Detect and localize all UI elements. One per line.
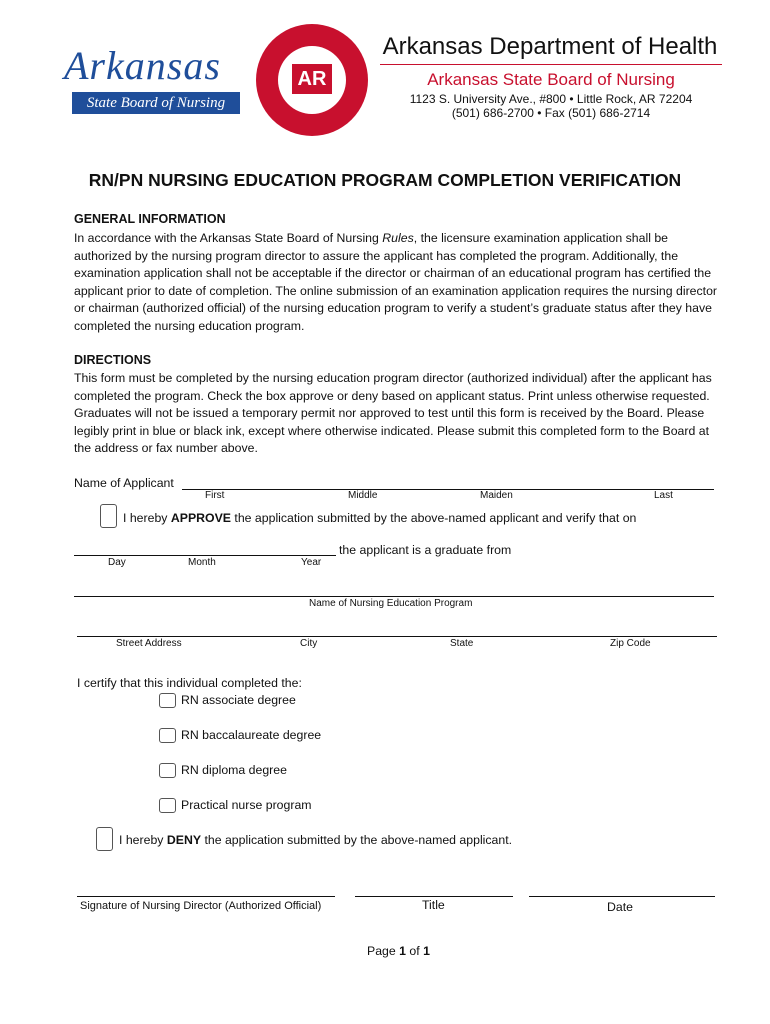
state-label: State <box>450 638 474 649</box>
middle-label: Middle <box>348 490 378 501</box>
month-label: Month <box>188 557 216 568</box>
signature-label: Signature of Nursing Director (Authorized Official) <box>80 900 322 912</box>
board-name: Arkansas State Board of Nursing <box>427 70 675 89</box>
city-label: City <box>300 638 318 649</box>
org-name: Arkansas Department of Health <box>382 33 718 60</box>
arkansas-board-logo <box>64 44 242 118</box>
rn-associate-checkbox[interactable] <box>159 693 176 708</box>
certify-label: I certify that this individual completed the: <box>77 676 302 690</box>
logo-subtitle: State Board of Nursing <box>72 92 240 114</box>
maiden-label: Maiden <box>480 490 513 501</box>
applicant-name-line[interactable] <box>182 489 714 490</box>
first-label: First <box>205 490 225 501</box>
rn-associate-label: RN associate degree <box>181 693 296 707</box>
last-label: Last <box>654 490 673 501</box>
header-divider <box>380 64 722 65</box>
applicant-label: Name of Applicant <box>74 476 174 490</box>
seal-ar-mark: AR <box>292 64 332 94</box>
title-line[interactable] <box>355 896 513 897</box>
rn-baccalaureate-label: RN baccalaureate degree <box>181 728 322 742</box>
practical-nurse-checkbox[interactable] <box>159 798 176 813</box>
title-label: Title <box>422 898 445 912</box>
practical-nurse-label: Practical nurse program <box>181 798 312 812</box>
year-label: Year <box>301 557 322 568</box>
general-paragraph: In accordance with the Arkansas State Board of Nursing Rules, the licensure examination application shall be authorized by the nursing program director to assure the applicant has completed the program. Additionally, the examination application shall not be acceptable if the director or chairman of an educational program has certified the applicant prior to date of completion. The online submission of an examination application requires the nursing director or chairman (authorized official) of the nursing education program to verify a student’s graduate status after they have completed the nursing education program. <box>74 231 717 333</box>
mailing-address: 1123 S. University Ave., #800 • Little Rock, AR 72204 <box>409 92 693 106</box>
header-contact <box>380 92 722 120</box>
deny-checkbox[interactable] <box>96 827 113 851</box>
signature-line[interactable] <box>77 896 335 897</box>
program-label: Name of Nursing Education Program <box>309 598 473 609</box>
department-seal <box>256 24 368 136</box>
rn-baccalaureate-checkbox[interactable] <box>159 728 176 743</box>
zip-label: Zip Code <box>610 638 651 649</box>
program-address-line[interactable] <box>77 636 717 637</box>
approve-statement: I hereby APPROVE the application submitted by the above-named applicant and verify that on <box>123 511 637 525</box>
deny-statement: I hereby DENY the application submitted by the above-named applicant. <box>119 833 513 847</box>
graduate-statement: the applicant is a graduate from <box>339 543 512 557</box>
approve-checkbox[interactable] <box>100 504 117 528</box>
rn-diploma-checkbox[interactable] <box>159 763 176 778</box>
program-name-line[interactable] <box>74 596 714 597</box>
phone-fax: (501) 686-2700 • Fax (501) 686-2714 <box>451 106 651 120</box>
rn-diploma-label: RN diploma degree <box>181 763 287 777</box>
directions-paragraph: This form must be completed by the nursing education program director (authorized individual) after the applicant has completed the program. Check the box approve or deny based on applicant status. Print unless otherwise requested. Graduates will not be issued a temporary permit nor approved to test until this form is received by the Board. Please legibly print in blue or black ink, except where otherwise indicated. Please submit this completed form to the Board at the address or fax number above. <box>74 371 712 455</box>
street-label: Street Address <box>116 638 182 649</box>
general-heading: GENERAL INFORMATION <box>74 212 226 226</box>
date-line[interactable] <box>529 896 715 897</box>
completion-date-line[interactable] <box>74 555 336 556</box>
directions-heading: DIRECTIONS <box>74 353 152 367</box>
date-label: Date <box>607 900 633 914</box>
day-label: Day <box>108 557 126 568</box>
logo-wordmark: Arkansas <box>64 43 221 88</box>
page-number: Page 1 of 1 <box>367 944 430 958</box>
form-title: RN/PN NURSING EDUCATION PROGRAM COMPLETION VERIFICATION <box>88 170 682 190</box>
